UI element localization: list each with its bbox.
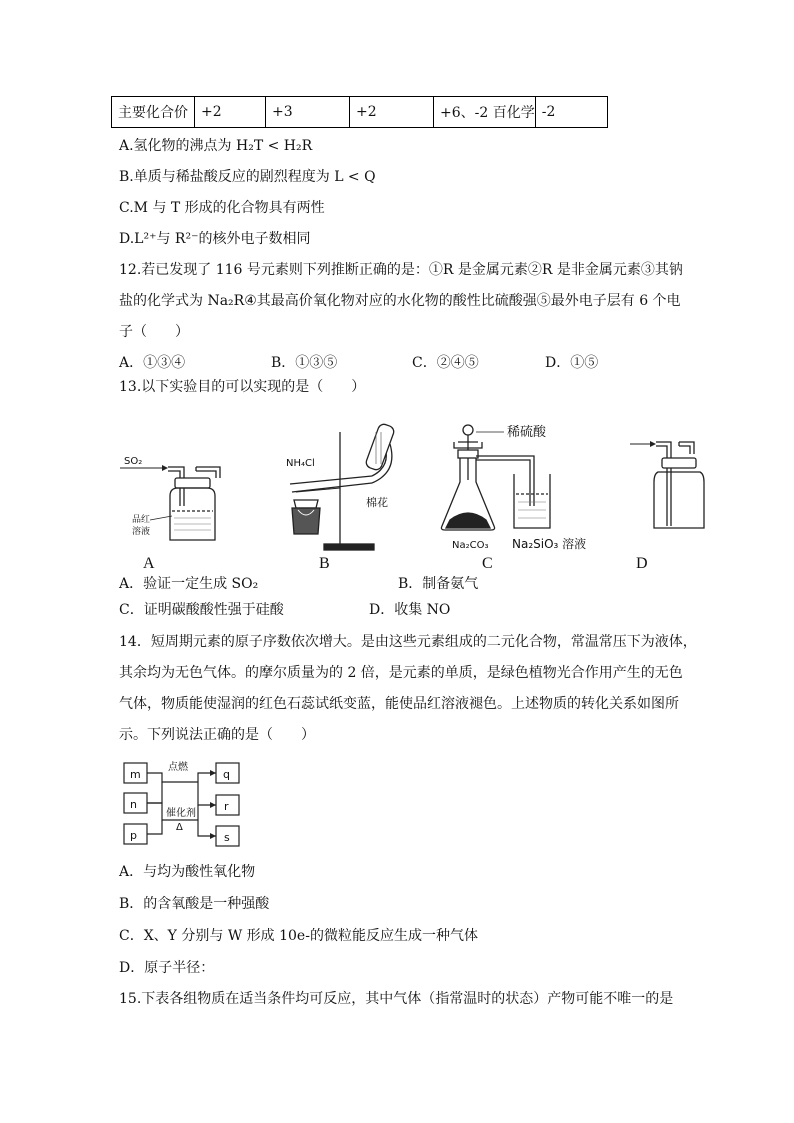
label-catalyst: 催化剂 (166, 808, 196, 819)
q11-option-a: A.氢化物的沸点为 H₂T < H₂R (119, 138, 313, 154)
q13-apparatus-figure (110, 410, 710, 576)
table-row (112, 97, 608, 128)
table-cell: +6、-2 百化学 (434, 97, 536, 128)
pinhong-label: 品红 (132, 515, 151, 525)
q12-option-d: D．①⑤ (545, 355, 599, 371)
letter-d: D (636, 555, 648, 572)
letter-a: A (143, 555, 155, 572)
q13-option-d: D．收集 NO (369, 602, 451, 618)
q11-option-d: D.L²⁺与 R²⁻的核外电子数相同 (119, 231, 311, 247)
table-label-cell: 主要化合价 (112, 97, 195, 128)
q14-stem-line4: 示。下列说法正确的是（ ） (119, 727, 315, 743)
q11-option-c: C.M 与 T 形成的化合物具有两性 (119, 200, 325, 216)
q14-option-b: B．的含氧酸是一种强酸 (119, 896, 270, 912)
label-ignite: 点燃 (168, 762, 188, 773)
table-cell: -2 (535, 97, 607, 128)
letter-b: B (319, 555, 330, 572)
q13-stem: 13.以下实验目的可以实现的是（ ） (119, 379, 366, 395)
rongye-label: 溶液 (132, 527, 151, 537)
box-r: r (224, 800, 229, 813)
label-delta: Δ (176, 822, 183, 833)
q13-option-b: B．制备氨气 (398, 576, 479, 592)
so2-label: SO₂ (124, 456, 143, 467)
box-m: m (130, 768, 141, 781)
q13-option-c: C．证明碳酸酸性强于硅酸 (119, 602, 284, 618)
na2co3-label: Na₂CO₃ (452, 540, 489, 551)
apparatus-a (120, 456, 220, 540)
q13-option-a: A．验证一定生成 SO₂ (119, 576, 259, 592)
na2sio3-label: Na₂SiO₃ 溶液 (512, 537, 587, 551)
apparatus-b (286, 423, 395, 550)
q12-stem-line3: 子（ ） (119, 324, 189, 340)
q11-option-b: B.单质与稀盐酸反应的剧烈程度为 L < Q (119, 169, 376, 185)
nh4cl-label: NH₄Cl (286, 458, 315, 469)
box-p: p (130, 829, 137, 842)
table-cell: +2 (195, 97, 266, 128)
box-s: s (224, 831, 230, 844)
table-cell: +3 (266, 97, 350, 128)
q14-stem-line2: 其余均为无色气体。的摩尔质量为的 2 倍，是元素的单质，是绿色植物光合作用产生的无色 (119, 665, 683, 681)
table-cell: +2 (350, 97, 434, 128)
box-n: n (130, 798, 137, 811)
q14-stem-line3: 气体，物质能使湿润的红色石蕊试纸变蓝，能使品红溶液褪色。上述物质的转化关系如图所 (119, 696, 679, 712)
q14-conversion-diagram (118, 758, 248, 850)
q14-option-a: A．与均为酸性氧化物 (119, 864, 256, 880)
q12-stem-line2: 盐的化学式为 Na₂R④其最高价氧化物对应的水化物的酸性比硫酸强⑤最外电子层有 6 个电 (119, 293, 681, 309)
q12-option-b: B．①③⑤ (271, 355, 338, 371)
valence-table (111, 96, 608, 128)
dilute-acid-label: 稀硫酸 (507, 425, 547, 440)
cotton-label: 棉花 (366, 496, 388, 509)
q12-option-c: C．②④⑤ (412, 355, 479, 371)
box-q: q (223, 768, 230, 781)
q14-stem-line1: 14．短周期元素的原子序数依次增大。是由这些元素组成的二元化合物，常温常压下为液体， (119, 634, 697, 650)
q14-option-c: C．X、Y 分别与 W 形成 10e-的微粒能反应生成一种气体 (119, 928, 478, 944)
letter-c: C (482, 555, 493, 572)
apparatus-c (441, 424, 586, 551)
q15-stem-line1: 15.下表各组物质在适当条件均可反应，其中气体（指常温时的状态）产物可能不唯一的是 (119, 991, 674, 1007)
apparatus-d (630, 441, 704, 528)
q12-stem-line1: 12.若已发现了 116 号元素则下列推断正确的是：①R 是金属元素②R 是非金属元素③其钠 (119, 262, 683, 278)
q14-option-d: D．原子半径： (119, 960, 215, 976)
q12-option-a: A．①③④ (119, 355, 186, 371)
